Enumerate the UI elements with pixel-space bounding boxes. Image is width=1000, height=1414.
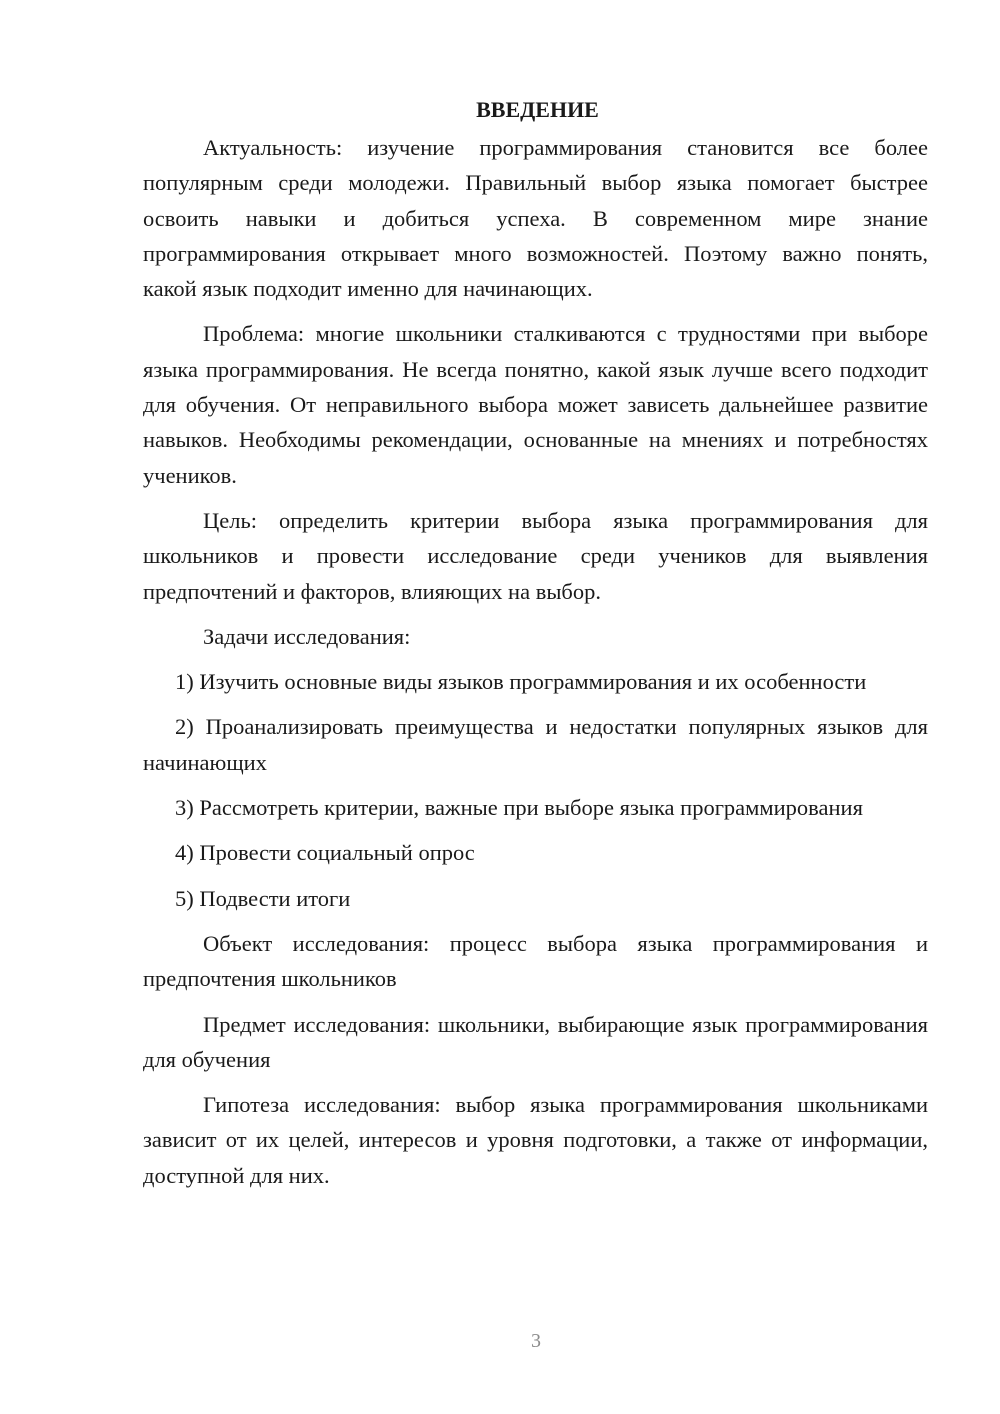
paragraph-problem: Проблема: многие школьники сталкиваются с трудностями при выборе языка программирования. Не всегда понятно, какой язык лучше всего подходит для обучения. От неправильного выбора может зависеть дальнейшее развитие навыков. Необходимы рекомендации, основанные на мнениях и потребностях учеников. (143, 321, 928, 488)
task-item: 3) Рассмотреть критерии, важные при выборе языка программирования (175, 795, 863, 821)
paragraph-goal: Цель: определить критерии выбора языка программирования для школьников и провести исследование среди учеников для выявления предпочтений и факторов, влияющих на выбор. (143, 507, 928, 604)
section-title: ВВЕДЕНИЕ (476, 97, 599, 122)
tasks-list (143, 664, 928, 916)
paragraph-hypothesis: Гипотеза исследования: выбор языка программирования школьниками зависит от их целей, интересов и уровня подготовки, а также от информации, доступной для них. (143, 1092, 928, 1188)
task-item: 2) Проанализировать преимущества и недостатки популярных языков для начинающих (143, 714, 928, 775)
task-item: 5) Подвести итоги (175, 885, 351, 911)
paragraph-subject: Предмет исследования: школьники, выбирающие язык программирования для обучения (143, 1011, 928, 1072)
paragraph-relevance: Актуальность: изучение программирования становится все более популярным среди молодежи. Правильный выбор языка помогает быстрее освоить навыки и добиться успеха. В современном мире знание программирования открывает много возможностей. Поэтому важно понять, какой язык подходит именно для начинающих. (143, 135, 928, 302)
tasks-heading: Задачи исследования: (203, 623, 411, 649)
paragraph-object: Объект исследования: процесс выбора языка программирования и предпочтения школьников (143, 930, 928, 992)
document-page (143, 92, 928, 1193)
task-item: 1) Изучить основные виды языков программирования и их особенности (175, 669, 867, 695)
page-number: 3 (531, 1330, 541, 1352)
task-item: 4) Провести социальный опрос (175, 840, 475, 866)
